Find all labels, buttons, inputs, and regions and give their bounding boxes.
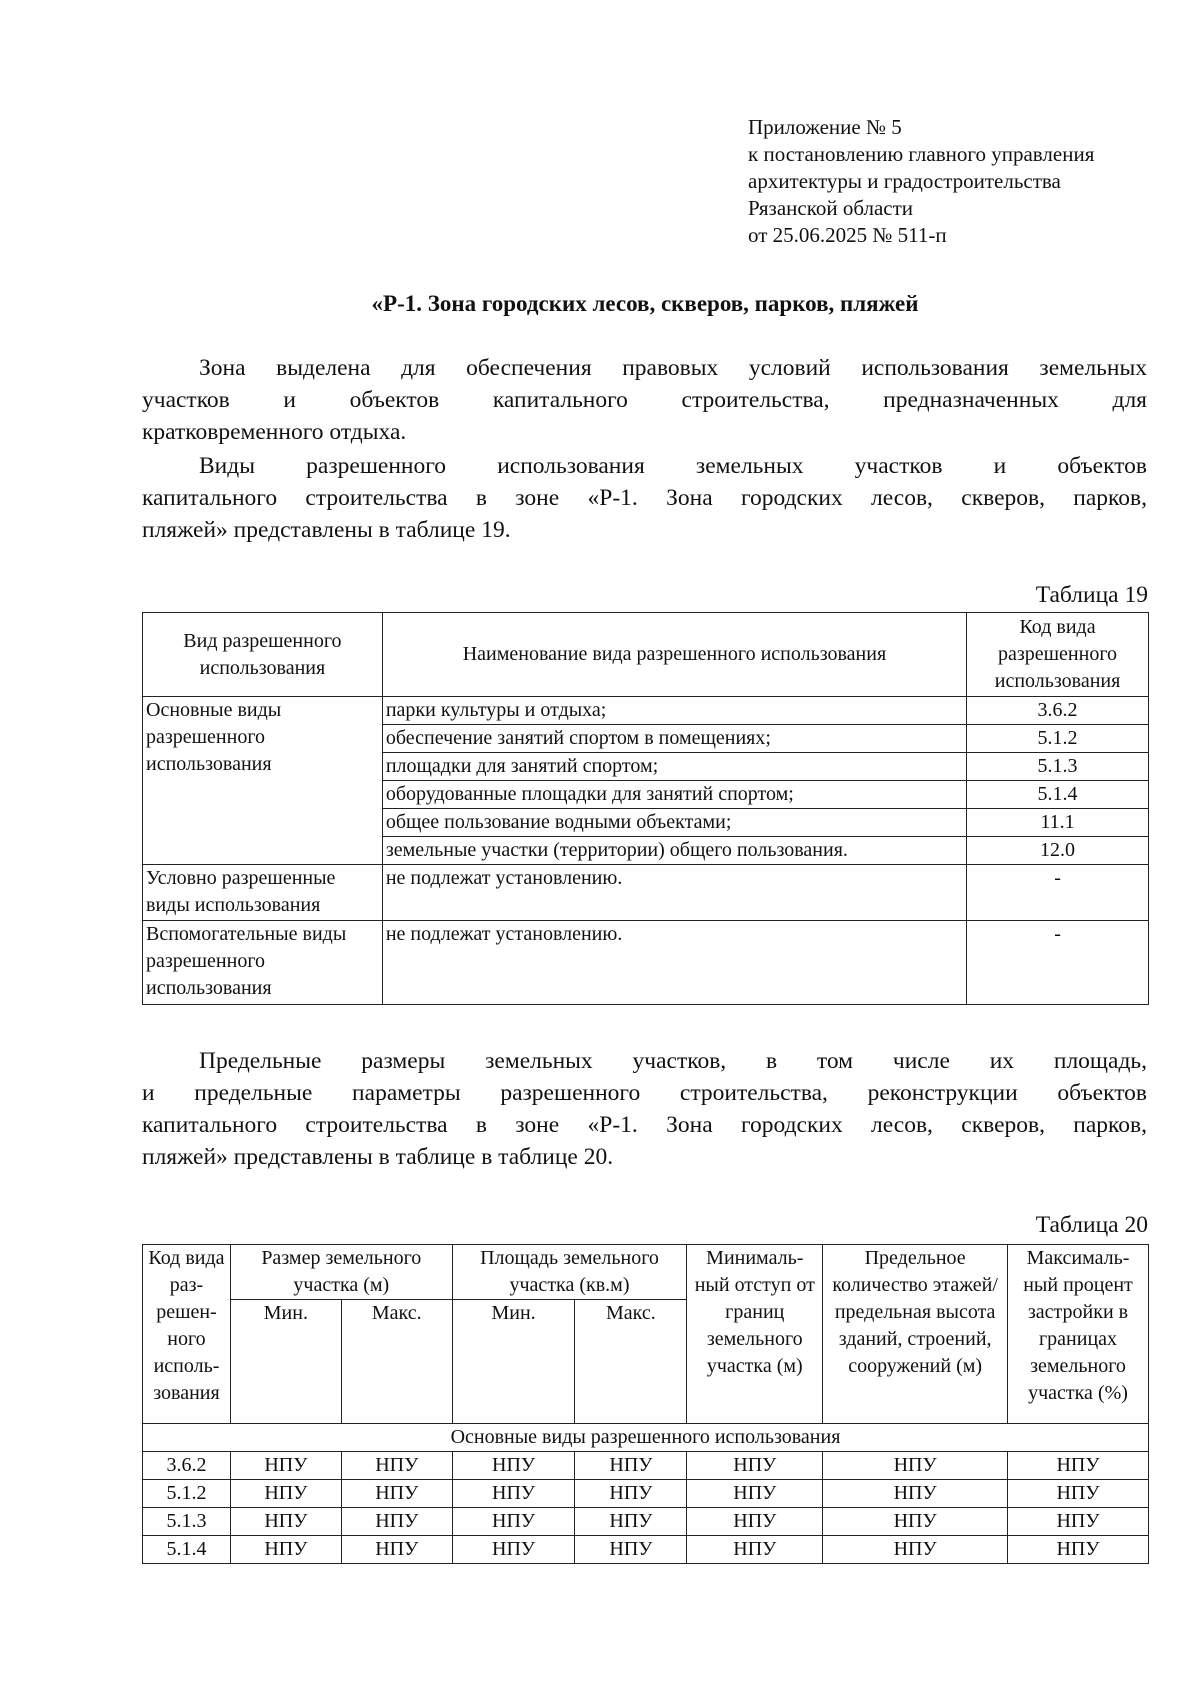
- use-code-cell: 3.6.2: [967, 697, 1149, 725]
- table-cell: НПУ: [687, 1480, 823, 1508]
- table-cell: НПУ: [452, 1508, 575, 1536]
- table-19: [142, 612, 1149, 1005]
- use-code-cell: 5.1.4: [967, 781, 1149, 809]
- use-name-cell: площадки для занятий спортом;: [382, 753, 966, 781]
- use-code-cell: 5.1.2: [967, 725, 1149, 753]
- table-row: [143, 1480, 1149, 1508]
- table-cell: НПУ: [687, 1536, 823, 1564]
- table-cell: НПУ: [575, 1536, 687, 1564]
- header-cell: Максималь- ный процент застройки в границах земельного участка (%): [1008, 1245, 1149, 1424]
- appendix-line: к постановлению главного управления: [748, 142, 1095, 166]
- table-cell: НПУ: [230, 1536, 341, 1564]
- header-cell: Код вида разрешенного использования: [967, 613, 1149, 697]
- table19-intro-paragraph: [142, 450, 1147, 546]
- table-cell: НПУ: [452, 1536, 575, 1564]
- paragraph-line: пляжей» представлены в таблице 19.: [142, 517, 511, 543]
- paragraph-line: участков и объектов капитального строительства, предназначенных для: [142, 387, 1147, 413]
- appendix-line: архитектуры и градостроительства: [748, 169, 1061, 193]
- paragraph-line: пляжей» представлены в таблице в таблице 20.: [142, 1144, 614, 1170]
- group-cell: Основные виды разрешенного использования: [143, 697, 383, 865]
- table20-intro-paragraph: [142, 1045, 1147, 1173]
- paragraph-line: Зона выделена для обеспечения правовых условий использования земельных: [199, 355, 1147, 381]
- header-cell: Наименование вида разрешенного использования: [382, 613, 966, 697]
- header-cell: Вид разрешенного использования: [143, 613, 383, 697]
- table-cell: НПУ: [575, 1508, 687, 1536]
- header-cell: Мин.: [452, 1300, 575, 1424]
- use-name-cell: общее пользование водными объектами;: [382, 809, 966, 837]
- table-row: [143, 1452, 1149, 1480]
- table-cell: НПУ: [823, 1536, 1008, 1564]
- use-name-cell: не подлежат установлению.: [382, 865, 966, 921]
- appendix-header: [748, 114, 1168, 249]
- table-row: [143, 1508, 1149, 1536]
- table-cell: НПУ: [341, 1480, 452, 1508]
- table-cell: НПУ: [230, 1508, 341, 1536]
- paragraph-line: Предельные размеры земельных участков, в том числе их площадь,: [199, 1048, 1147, 1074]
- header-cell: Код вида раз- решен- ного исполь- зования: [143, 1245, 231, 1424]
- paragraph-line: капитального строительства в зоне «Р-1. Зона городских лесов, скверов, парков,: [142, 1112, 1147, 1138]
- use-name-cell: обеспечение занятий спортом в помещениях;: [382, 725, 966, 753]
- appendix-line: от 25.06.2025 № 511-п: [748, 223, 947, 247]
- group-cell: Вспомогательные виды разрешенного использования: [143, 921, 383, 1005]
- use-code-cell: 11.1: [967, 809, 1149, 837]
- table-row: [143, 697, 1149, 725]
- paragraph-line: и предельные параметры разрешенного строительства, реконструкции объектов: [142, 1080, 1147, 1106]
- use-name-cell: не подлежат установлению.: [382, 921, 966, 1005]
- table-cell: НПУ: [687, 1508, 823, 1536]
- paragraph-line: капитального строительства в зоне «Р-1. Зона городских лесов, скверов, парков,: [142, 485, 1147, 511]
- table-cell: НПУ: [341, 1452, 452, 1480]
- table-cell: 5.1.3: [143, 1508, 231, 1536]
- paragraph-line: кратковременного отдыха.: [142, 419, 407, 445]
- table-cell: НПУ: [823, 1452, 1008, 1480]
- table-20: [142, 1244, 1149, 1564]
- table-cell: НПУ: [1008, 1480, 1149, 1508]
- table-cell: 3.6.2: [143, 1452, 231, 1480]
- table-cell: НПУ: [1008, 1536, 1149, 1564]
- zone-title: «Р-1. Зона городских лесов, скверов, парков, пляжей: [371, 291, 919, 316]
- header-cell: Мин.: [230, 1300, 341, 1424]
- table-cell: НПУ: [230, 1452, 341, 1480]
- table-cell: НПУ: [823, 1480, 1008, 1508]
- group-cell: Условно разрешенные виды использования: [143, 865, 383, 921]
- use-code-cell: -: [967, 921, 1149, 1005]
- intro-paragraph: [142, 352, 1147, 448]
- table-cell: НПУ: [452, 1480, 575, 1508]
- header-cell: Минималь- ный отступ от границ земельного участка (м): [687, 1245, 823, 1424]
- section-row: [143, 1424, 1149, 1452]
- use-name-cell: парки культуры и отдыха;: [382, 697, 966, 725]
- use-code-cell: 5.1.3: [967, 753, 1149, 781]
- appendix-line: Рязанской области: [748, 196, 914, 220]
- table-row: [143, 1536, 1149, 1564]
- header-cell: Размер земельного участка (м): [230, 1245, 452, 1300]
- table-cell: НПУ: [230, 1480, 341, 1508]
- table-header-row: [143, 613, 1149, 697]
- table-cell: НПУ: [452, 1452, 575, 1480]
- table-cell: НПУ: [575, 1480, 687, 1508]
- use-name-cell: земельные участки (территории) общего пользования.: [382, 837, 966, 865]
- table-cell: НПУ: [575, 1452, 687, 1480]
- header-cell: Площадь земельного участка (кв.м): [452, 1245, 687, 1300]
- section-cell: Основные виды разрешенного использования: [143, 1424, 1149, 1452]
- use-name-cell: оборудованные площадки для занятий спортом;: [382, 781, 966, 809]
- table-cell: 5.1.4: [143, 1536, 231, 1564]
- table20-caption: Таблица 20: [1035, 1212, 1148, 1238]
- table-cell: НПУ: [687, 1452, 823, 1480]
- table19-caption: Таблица 19: [1035, 582, 1148, 608]
- use-code-cell: -: [967, 865, 1149, 921]
- table-cell: НПУ: [341, 1508, 452, 1536]
- table-header-row: [143, 1245, 1149, 1300]
- appendix-line: Приложение № 5: [748, 115, 902, 139]
- header-cell: Макс.: [575, 1300, 687, 1424]
- table-cell: НПУ: [341, 1536, 452, 1564]
- table-cell: 5.1.2: [143, 1480, 231, 1508]
- table-cell: НПУ: [1008, 1508, 1149, 1536]
- header-cell: Макс.: [341, 1300, 452, 1424]
- header-cell: Предельное количество этажей/ предельная высота зданий, строений, сооружений (м): [823, 1245, 1008, 1424]
- table-row: [143, 865, 1149, 921]
- use-code-cell: 12.0: [967, 837, 1149, 865]
- table-row: [143, 921, 1149, 1005]
- paragraph-line: Виды разрешенного использования земельных участков и объектов: [199, 453, 1147, 479]
- table-cell: НПУ: [823, 1508, 1008, 1536]
- table-cell: НПУ: [1008, 1452, 1149, 1480]
